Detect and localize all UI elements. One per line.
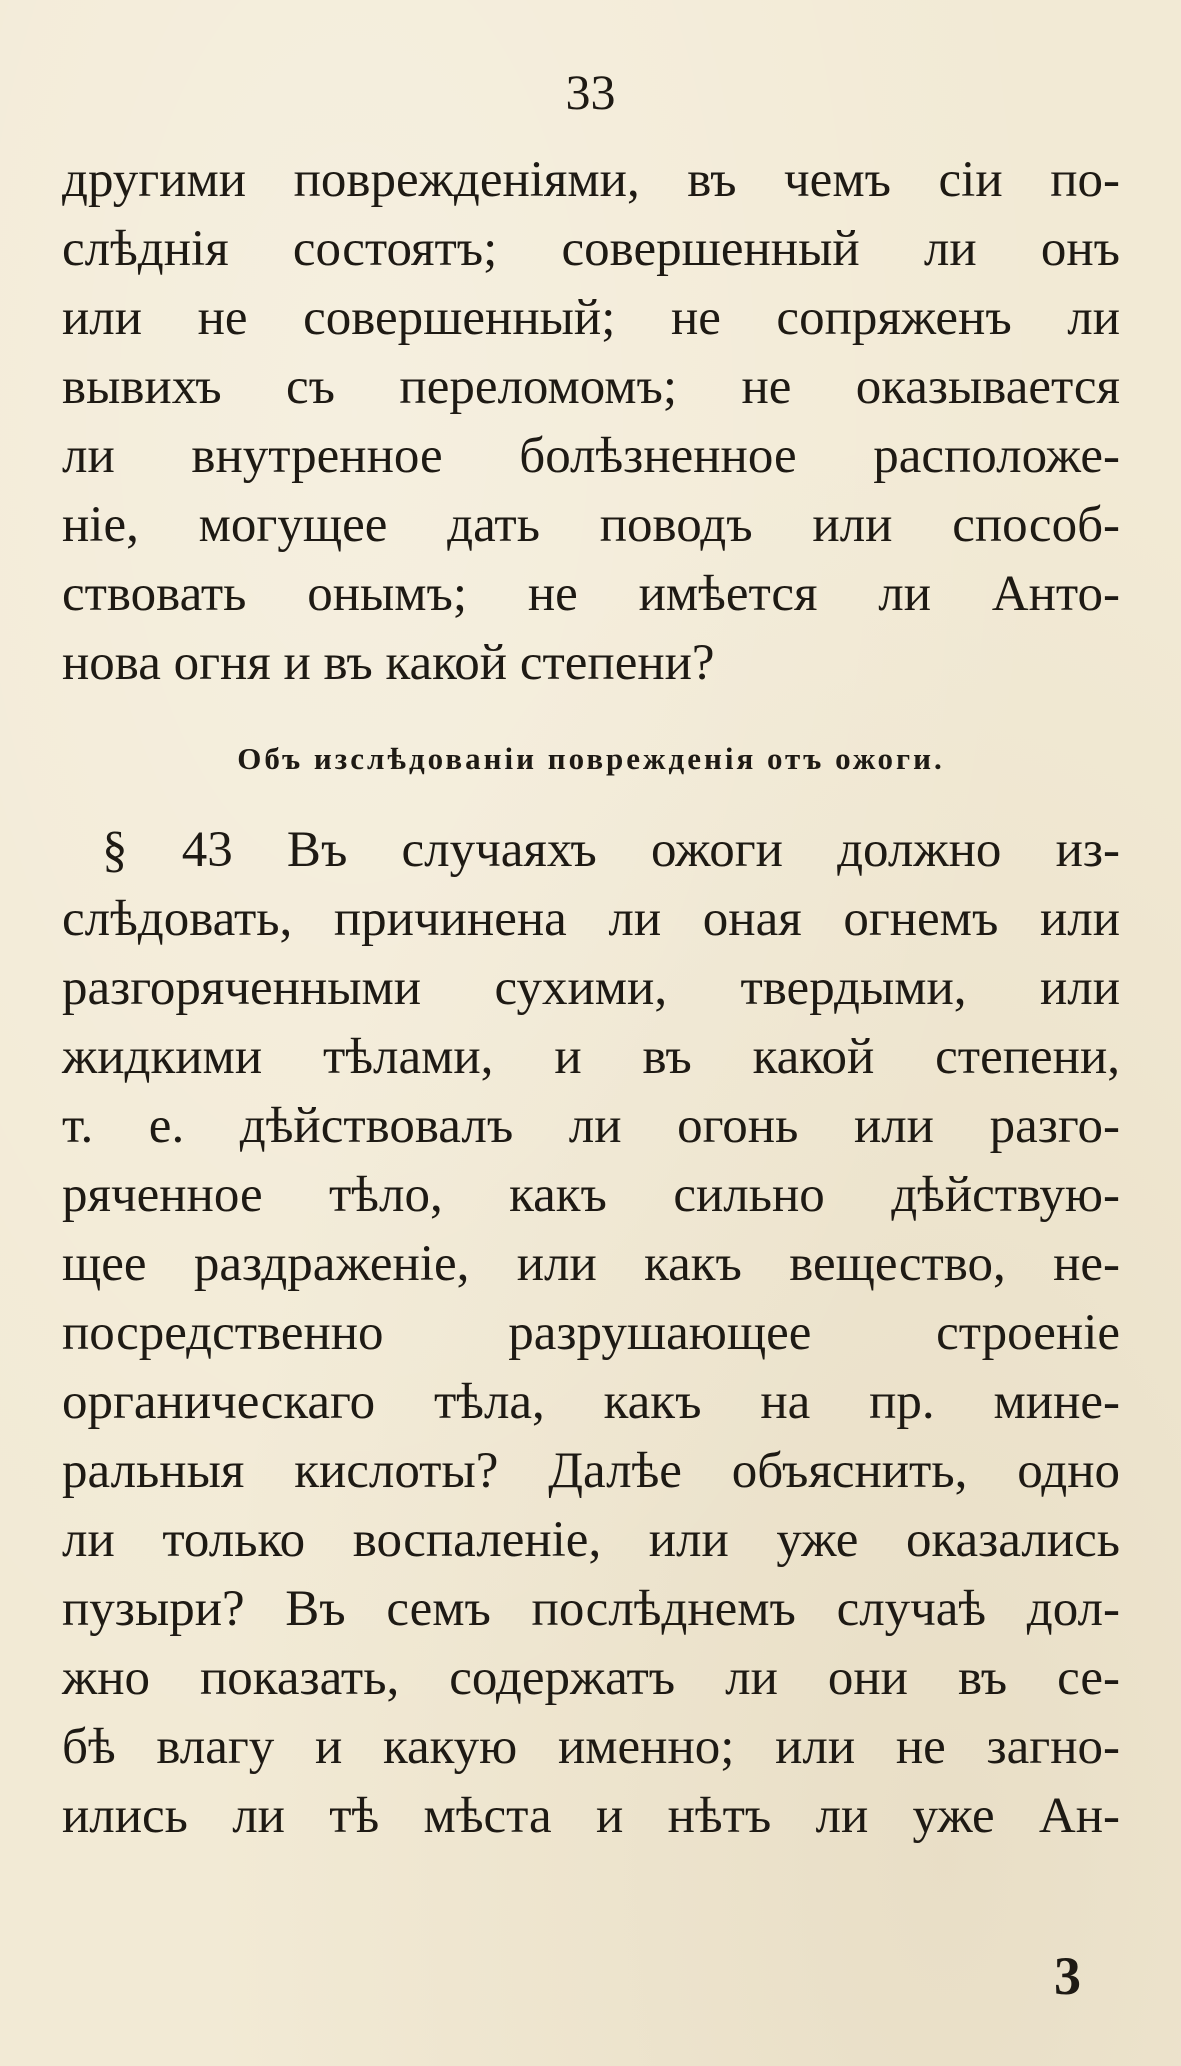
page-number: 33: [565, 64, 616, 120]
text-line: посредственно разрушающее строенiе: [62, 1305, 1120, 1361]
text-line: или не совершенный; не сопряженъ ли: [62, 290, 1120, 346]
text-line: ряченное тѣло, какъ сильно дѣйствую-: [62, 1167, 1120, 1223]
text-line: щее раздраженiе, или какъ вещество, не-: [62, 1236, 1120, 1292]
text-line: ли только воспаленiе, или уже оказались: [62, 1512, 1120, 1568]
section-heading: Объ изслѣдованiи поврежденiя отъ ожоги.: [237, 741, 945, 776]
text-line: ствовать онымъ; не имѣется ли Анто-: [62, 566, 1120, 622]
paragraph-continuation: [62, 146, 1120, 698]
text-line: пузыри? Въ семъ послѣднемъ случаѣ дол-: [62, 1581, 1120, 1637]
text-line: другими поврежденiями, въ чемъ сiи по-: [62, 152, 1120, 208]
text-line: § 43 Въ случаяхъ ожоги должно из-: [102, 822, 1120, 878]
page-body: [62, 146, 1120, 1851]
text-line: ли внутренное болѣзненное расположе-: [62, 428, 1120, 484]
text-line: ились ли тѣ мѣста и нѣтъ ли уже Ан-: [62, 1788, 1120, 1844]
text-line: ральныя кислоты? Далѣе объяснить, одно: [62, 1443, 1120, 1499]
text-line: нова огня и въ какой степени?: [62, 635, 715, 691]
text-line: т. е. дѣйствовалъ ли огонь или разго-: [62, 1098, 1120, 1154]
paragraph-section-43: [62, 816, 1120, 1851]
signature-mark: 3: [1054, 1946, 1081, 2006]
text-line: жно показать, содержатъ ли они въ се-: [62, 1650, 1120, 1706]
text-line: вывихъ съ переломомъ; не оказывается: [62, 359, 1120, 415]
text-line: нiе, могущее дать поводъ или способ-: [62, 497, 1120, 553]
text-line: бѣ влагу и какую именно; или не загно-: [62, 1719, 1120, 1775]
text-line: жидкими тѣлами, и въ какой степени,: [62, 1029, 1120, 1085]
text-line: разгоряченными сухими, твердыми, или: [62, 960, 1120, 1016]
text-line: слѣднiя состоятъ; совершенный ли онъ: [62, 221, 1120, 277]
text-line: слѣдовать, причинена ли оная огнемъ или: [62, 891, 1120, 947]
text-line: органическаго тѣла, какъ на пр. мине-: [62, 1374, 1120, 1430]
